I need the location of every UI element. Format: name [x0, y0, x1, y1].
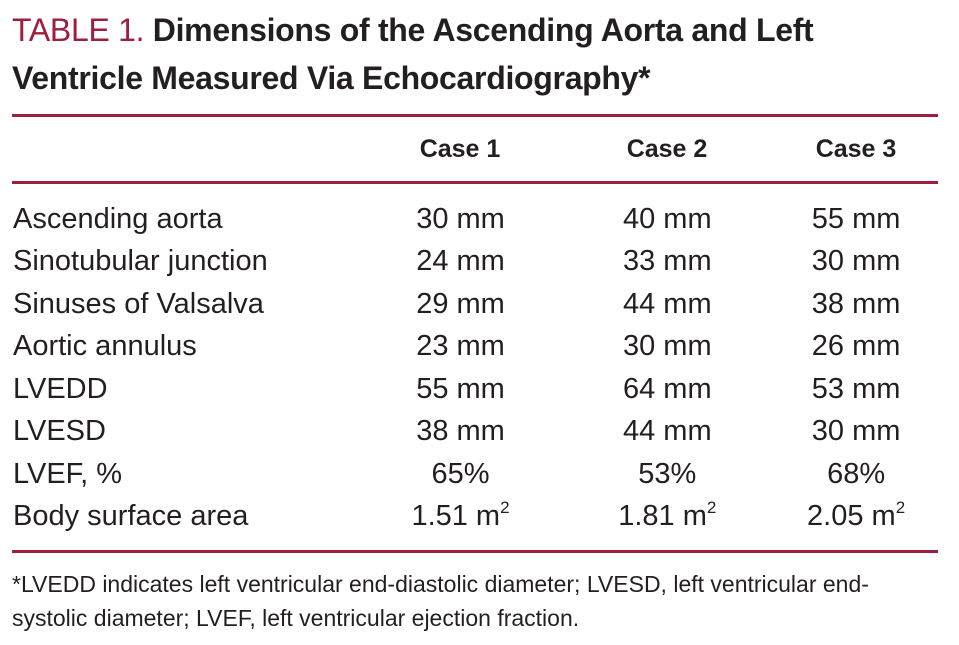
superscript-exponent: 2: [706, 497, 717, 517]
row-label: Sinotubular junction: [13, 245, 268, 278]
case-3-value: 30 mm: [811, 245, 901, 278]
case-3-value: 26 mm: [811, 330, 901, 363]
case-2-value: 44 mm: [622, 415, 712, 448]
row-label: Sinuses of Valsalva: [13, 287, 264, 320]
table-row: [12, 326, 938, 369]
row-label: Ascending aorta: [13, 202, 223, 235]
case-1-value: [361, 497, 561, 533]
case-1-value: 65%: [431, 457, 490, 490]
table-number-label: TABLE 1.: [12, 12, 145, 48]
table-row: [12, 453, 938, 496]
table-body: [12, 184, 938, 550]
case-2-value: 33 mm: [622, 245, 712, 278]
table-title: [12, 0, 938, 102]
table-row: [12, 411, 938, 454]
table-row: [12, 198, 938, 241]
header-case-1: Case 1: [419, 134, 501, 163]
case-1-value: 24 mm: [416, 245, 505, 278]
value-text: 1.81 m: [618, 500, 707, 533]
row-label: Body surface area: [13, 500, 249, 533]
table-title-text: Dimensions of the Ascending Aorta and Left Ventricle Measured Via Echocardiography*: [12, 12, 814, 96]
case-1-value: 55 mm: [416, 372, 505, 405]
case-1-value: 30 mm: [416, 202, 505, 235]
case-2-value: 64 mm: [622, 372, 712, 405]
case-3-value: 53 mm: [811, 372, 901, 405]
footer-divider: [12, 550, 938, 553]
table-footnote: *LVEDD indicates left ventricular end-diastolic diameter; LVESD, left ventricular end-systolic diameter; LVEF, left ventricular ejection fraction.: [12, 571, 869, 631]
case-3-value: 30 mm: [811, 415, 901, 448]
table-header-row: [12, 117, 938, 181]
value-text: 2.05 m: [807, 500, 896, 533]
case-2-value: 30 mm: [622, 330, 712, 363]
case-2-value: 40 mm: [622, 202, 712, 235]
row-label: Aortic annulus: [13, 330, 197, 363]
table-row: [12, 241, 938, 284]
case-3-value: 38 mm: [811, 287, 901, 320]
case-2-value: [560, 497, 774, 533]
table-row: [12, 368, 938, 411]
value-text: 1.51 m: [411, 500, 501, 533]
header-case-2: Case 2: [626, 134, 708, 163]
header-case-3: Case 3: [815, 134, 897, 163]
table-figure: [12, 0, 938, 635]
case-2-value: 53%: [638, 457, 697, 490]
case-1-value: 29 mm: [416, 287, 505, 320]
row-label: LVEF, %: [13, 457, 123, 490]
row-label: LVESD: [13, 415, 106, 448]
case-3-value: 68%: [827, 457, 886, 490]
row-label: LVEDD: [13, 372, 108, 405]
table-row: [12, 283, 938, 326]
superscript-exponent: 2: [895, 497, 906, 517]
table-row: [12, 496, 938, 539]
case-3-value: [774, 497, 938, 533]
case-1-value: 23 mm: [416, 330, 505, 363]
superscript-exponent: 2: [500, 497, 510, 517]
case-3-value: 55 mm: [811, 202, 901, 235]
case-1-value: 38 mm: [416, 415, 505, 448]
case-2-value: 44 mm: [622, 287, 712, 320]
